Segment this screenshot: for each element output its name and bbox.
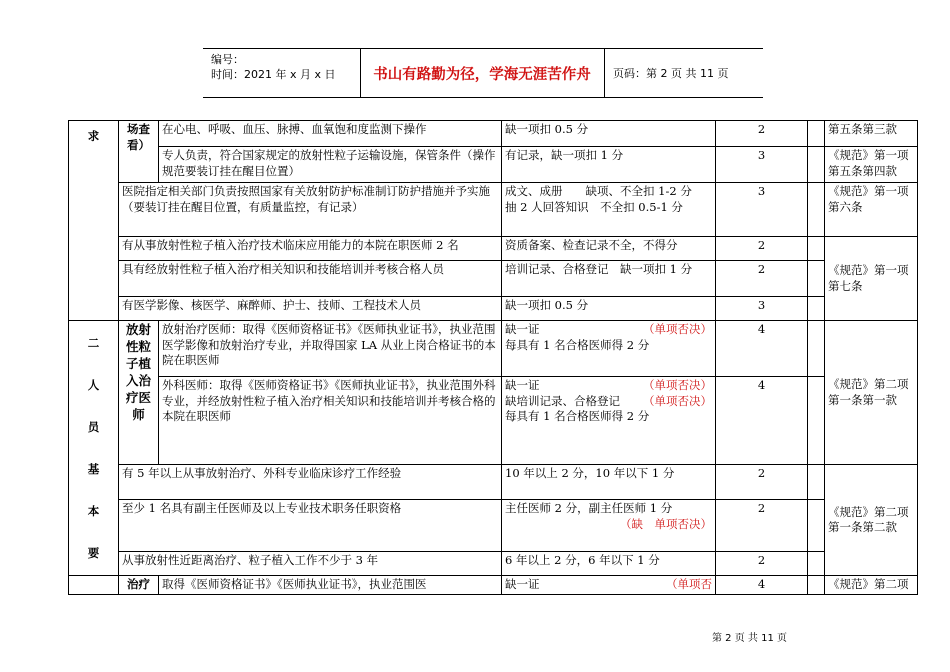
content-cell: 在心电、呼吸、血压、脉搏、血氧饱和度监测下操作 — [159, 121, 502, 147]
criteria-cell: 6 年以上 2 分，6 年以下 1 分 — [502, 552, 716, 576]
category-cell — [69, 576, 119, 595]
page-header — [203, 48, 763, 98]
table-row — [69, 552, 918, 576]
time-label: 时间：2021 年 x 月 x 日 — [211, 68, 336, 81]
criteria-text: 缺培训记录、合格登记 — [505, 393, 620, 408]
score-cell: 4 — [716, 377, 808, 465]
criteria-text: 主任医师 2 分，副主任医师 1 分 — [505, 501, 673, 515]
blank-cell — [808, 377, 825, 465]
criteria-cell: 缺一项扣 0.5 分 — [502, 297, 716, 321]
content-cell: 专人负责，符合国家规定的放射性粒子运输设施，保管条件（操作规范要装订挂在醒目位置） — [159, 147, 502, 183]
blank-cell — [808, 237, 825, 261]
basis-cell: 《规范》第一项第五条第四款 — [825, 147, 918, 183]
blank-cell — [808, 147, 825, 183]
criteria-text: 抽 2 人回答知识 不全扣 0.5-1 分 — [505, 199, 683, 214]
basis-cell: 《规范》第一项第六条 — [825, 183, 918, 237]
basis-cell: 《规范》第二项第一条第一款 — [825, 321, 918, 465]
content-cell: 有医学影像、核医学、麻醉师、护士、技师、工程技术人员 — [119, 297, 502, 321]
basis-cell: 《规范》第二项 — [825, 576, 918, 595]
criteria-cell — [502, 500, 716, 552]
blank-cell — [808, 321, 825, 377]
subcategory-cell: 治疗 — [119, 576, 159, 595]
table-row — [69, 321, 918, 377]
blank-cell — [808, 297, 825, 321]
table-row — [69, 377, 918, 465]
criteria-cell: 有记录，缺一项扣 1 分 — [502, 147, 716, 183]
subcategory-cell: 放射性粒子植入治疗医师 — [119, 321, 159, 465]
criteria-cell — [502, 576, 716, 595]
subcategory-cell: 场查看） — [119, 121, 159, 183]
veto-note: （缺 单项否决） — [620, 516, 712, 531]
category-char: 要 — [87, 546, 100, 560]
category-cell-staff — [69, 321, 119, 576]
motto: 书山有路勤为径，学海无涯苦作舟 — [373, 66, 591, 83]
criteria-text: 缺一证 — [505, 577, 540, 591]
blank-cell — [808, 261, 825, 297]
score-cell: 3 — [716, 297, 808, 321]
criteria-cell: 10 年以上 2 分，10 年以下 1 分 — [502, 465, 716, 500]
criteria-text: 每具有 1 名合格医师得 2 分 — [505, 337, 650, 352]
table-row — [69, 576, 918, 595]
table-row — [69, 500, 918, 552]
score-cell: 2 — [716, 552, 808, 576]
veto-note: （单项否 — [666, 577, 712, 591]
score-cell: 2 — [716, 121, 808, 147]
criteria-cell: 资质备案、检查记录不全，不得分 — [502, 237, 716, 261]
blank-cell — [808, 552, 825, 576]
content-cell: 至少 1 名具有副主任医师及以上专业技术职务任职资格 — [119, 500, 502, 552]
score-cell: 2 — [716, 261, 808, 297]
page-footer: 第 2 页 共 11 页 — [712, 633, 787, 644]
criteria-cell — [502, 321, 716, 377]
page-info: 页码：第 2 页 共 11 页 — [613, 67, 729, 80]
table-row — [69, 237, 918, 261]
criteria-text: 缺一证 — [505, 378, 540, 392]
basis-cell: 《规范》第一项第七条 — [825, 237, 918, 321]
score-cell: 4 — [716, 321, 808, 377]
header-divider — [604, 49, 605, 97]
table-row — [69, 465, 918, 500]
table-row — [69, 121, 918, 147]
criteria-cell — [502, 377, 716, 465]
blank-cell — [808, 121, 825, 147]
content-cell: 从事放射性近距离治疗、粒子植入工作不少于 3 年 — [119, 552, 502, 576]
veto-note: （单项否决） — [643, 322, 712, 336]
score-cell: 2 — [716, 500, 808, 552]
content-cell: 具有经放射性粒子植入治疗相关知识和技能培训并考核合格人员 — [119, 261, 502, 297]
category-char: 员 — [87, 420, 100, 434]
criteria-cell: 培训记录、合格登记 缺一项扣 1 分 — [502, 261, 716, 297]
table-row — [69, 297, 918, 321]
score-cell: 2 — [716, 237, 808, 261]
content-cell: 外科医师：取得《医师资格证书》《医师执业证书》，执业范围外科专业，并经放射性粒子植入治疗相关知识和技能培训并考核合格的本院在职医师 — [159, 377, 502, 465]
table-row — [69, 261, 918, 297]
blank-cell — [808, 183, 825, 237]
criteria-text: 缺一证 — [505, 322, 540, 336]
score-cell: 4 — [716, 576, 808, 595]
header-meta — [211, 52, 336, 82]
score-cell: 3 — [716, 183, 808, 237]
table-row — [69, 183, 918, 237]
veto-note: （单项否决） — [643, 393, 712, 408]
category-char: 本 — [87, 504, 100, 518]
category-char: 二 — [87, 336, 100, 350]
blank-cell — [808, 465, 825, 500]
criteria-text: 成文、成册 缺项、不全扣 1-2 分 — [505, 184, 692, 198]
basis-cell: 第五条第三款 — [825, 121, 918, 147]
blank-cell — [808, 500, 825, 552]
code-label: 编号： — [211, 53, 244, 66]
content-cell: 医院指定相关部门负责按照国家有关放射防护标准制订防护措施并予实施（要装订挂在醒目位置，有质量监控，有记录） — [119, 183, 502, 237]
category-cell: 求 — [69, 121, 119, 321]
content-cell: 有 5 年以上从事放射治疗、外科专业临床诊疗工作经验 — [119, 465, 502, 500]
blank-cell — [808, 576, 825, 595]
content-cell: 有从事放射性粒子植入治疗技术临床应用能力的本院在职医师 2 名 — [119, 237, 502, 261]
content-cell: 取得《医师资格证书》《医师执业证书》，执业范围医 — [159, 576, 502, 595]
basis-cell: 《规范》第二项第一条第二款 — [825, 465, 918, 576]
category-char: 基 — [87, 462, 100, 476]
criteria-cell: 缺一项扣 0.5 分 — [502, 121, 716, 147]
category-char: 人 — [87, 378, 100, 392]
content-cell: 放射治疗医师：取得《医师资格证书》《医师执业证书》，执业范围医学影像和放射治疗专业，并取得国家 LA 从业上岗合格证书的本院在职医师 — [159, 321, 502, 377]
requirements-table — [68, 120, 918, 595]
veto-note: （单项否决） — [643, 378, 712, 392]
criteria-cell — [502, 183, 716, 237]
score-cell: 3 — [716, 147, 808, 183]
score-cell: 2 — [716, 465, 808, 500]
table-row — [69, 147, 918, 183]
criteria-text: 每具有 1 名合格医师得 2 分 — [505, 409, 650, 423]
